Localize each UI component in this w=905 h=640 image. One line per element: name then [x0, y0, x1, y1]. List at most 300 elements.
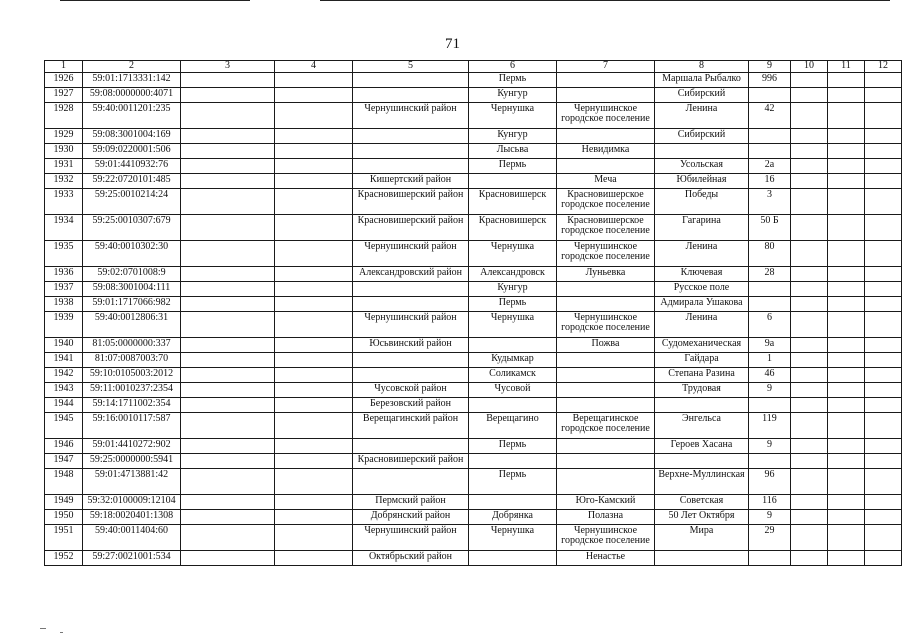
column-header: 10 — [791, 61, 828, 73]
table-cell-col-12 — [865, 312, 902, 338]
table-cell-col-2: 59:11:0010237:2354 — [83, 383, 181, 398]
table-cell-col-6: Пермь — [469, 439, 557, 454]
table-cell-col-3 — [181, 439, 275, 454]
table-cell-col-9 — [749, 282, 791, 297]
table-cell-col-3 — [181, 174, 275, 189]
table-cell-col-3 — [181, 282, 275, 297]
table-cell-col-1: 1943 — [45, 383, 83, 398]
table-cell-col-11 — [828, 267, 865, 282]
table-cell-col-12 — [865, 525, 902, 551]
table-cell-col-9: 6 — [749, 312, 791, 338]
table-cell-col-2: 59:25:0010214:24 — [83, 189, 181, 215]
table-row — [45, 129, 902, 144]
column-header: 1 — [45, 61, 83, 73]
table-cell-col-10 — [791, 174, 828, 189]
table-cell-col-11 — [828, 469, 865, 495]
table-cell-col-8: Русское поле — [655, 282, 749, 297]
table-cell-col-7: Меча — [557, 174, 655, 189]
table-cell-col-2: 59:25:0000000:5941 — [83, 454, 181, 469]
table-cell-col-1: 1949 — [45, 495, 83, 510]
table-cell-col-6: Верещагино — [469, 413, 557, 439]
table-cell-col-2: 59:18:0020401:1308 — [83, 510, 181, 525]
column-header: 11 — [828, 61, 865, 73]
table-cell-col-5 — [353, 469, 469, 495]
table-cell-col-4 — [275, 159, 353, 174]
table-row — [45, 144, 902, 159]
table-row — [45, 215, 902, 241]
table-cell-col-10 — [791, 73, 828, 88]
table-cell-col-5: Пермский район — [353, 495, 469, 510]
table-cell-col-10 — [791, 129, 828, 144]
table-cell-col-5 — [353, 159, 469, 174]
table-cell-col-9: 80 — [749, 241, 791, 267]
table-cell-col-4 — [275, 144, 353, 159]
table-cell-col-5 — [353, 73, 469, 88]
table-cell-col-9: 9 — [749, 510, 791, 525]
table-cell-col-7 — [557, 454, 655, 469]
table-cell-col-9 — [749, 144, 791, 159]
table-cell-col-4 — [275, 88, 353, 103]
table-cell-col-1: 1948 — [45, 469, 83, 495]
table-cell-col-12 — [865, 495, 902, 510]
table-cell-col-2: 59:01:1717066:982 — [83, 297, 181, 312]
table-cell-col-1: 1929 — [45, 129, 83, 144]
table-cell-col-6: Александровск — [469, 267, 557, 282]
table-row — [45, 312, 902, 338]
table-cell-col-11 — [828, 103, 865, 129]
table-cell-col-5: Чусовской район — [353, 383, 469, 398]
table-cell-col-12 — [865, 353, 902, 368]
table-row — [45, 241, 902, 267]
table-row — [45, 551, 902, 566]
table-cell-col-2: 59:32:0100009:12104 — [83, 495, 181, 510]
table-cell-col-4 — [275, 282, 353, 297]
table-cell-col-12 — [865, 174, 902, 189]
table-cell-col-12 — [865, 454, 902, 469]
table-cell-col-11 — [828, 88, 865, 103]
table-cell-col-4 — [275, 297, 353, 312]
table-cell-col-12 — [865, 73, 902, 88]
table-cell-col-1: 1942 — [45, 368, 83, 383]
table-cell-col-4 — [275, 189, 353, 215]
top-rule-left — [60, 0, 250, 1]
table-cell-col-4 — [275, 368, 353, 383]
table-cell-col-6: Пермь — [469, 297, 557, 312]
table-cell-col-4 — [275, 469, 353, 495]
table-cell-col-12 — [865, 368, 902, 383]
table-cell-col-9: 3 — [749, 189, 791, 215]
table-cell-col-9: 996 — [749, 73, 791, 88]
table-cell-col-12 — [865, 510, 902, 525]
table-cell-col-10 — [791, 383, 828, 398]
page-number: 71 — [445, 36, 460, 52]
table-cell-col-5: Красновишерский район — [353, 454, 469, 469]
table-cell-col-3 — [181, 454, 275, 469]
column-header: 12 — [865, 61, 902, 73]
table-cell-col-9 — [749, 398, 791, 413]
table-cell-col-10 — [791, 159, 828, 174]
table-cell-col-10 — [791, 312, 828, 338]
table-cell-col-12 — [865, 383, 902, 398]
table-cell-col-2: 59:01:1713331:142 — [83, 73, 181, 88]
table-cell-col-1: 1938 — [45, 297, 83, 312]
table-cell-col-5: Чернушинский район — [353, 103, 469, 129]
table-cell-col-1: 1947 — [45, 454, 83, 469]
table-cell-col-7: Невидимка — [557, 144, 655, 159]
scan-mark — [60, 632, 63, 633]
table-cell-col-1: 1941 — [45, 353, 83, 368]
table-cell-col-11 — [828, 144, 865, 159]
table-cell-col-4 — [275, 413, 353, 439]
table-cell-col-8: Гайдара — [655, 353, 749, 368]
table-cell-col-5: Верещагинский район — [353, 413, 469, 439]
table-cell-col-1: 1932 — [45, 174, 83, 189]
table-cell-col-7: Чернушинское городское поселение — [557, 241, 655, 267]
table-cell-col-3 — [181, 312, 275, 338]
table-cell-col-3 — [181, 189, 275, 215]
table-cell-col-7: Красновишерское городское поселение — [557, 215, 655, 241]
table-cell-col-5 — [353, 144, 469, 159]
table-cell-col-12 — [865, 103, 902, 129]
table-cell-col-5 — [353, 353, 469, 368]
table-row — [45, 189, 902, 215]
table-cell-col-10 — [791, 215, 828, 241]
table-cell-col-7: Красновишерское городское поселение — [557, 189, 655, 215]
table-cell-col-11 — [828, 174, 865, 189]
table-cell-col-5: Красновишерский район — [353, 189, 469, 215]
table-cell-col-9 — [749, 129, 791, 144]
table-cell-col-4 — [275, 495, 353, 510]
table-cell-col-2: 59:10:0105003:2012 — [83, 368, 181, 383]
table-cell-col-9: 1 — [749, 353, 791, 368]
table-cell-col-8: Мира — [655, 525, 749, 551]
table-cell-col-4 — [275, 525, 353, 551]
table-cell-col-5: Березовский район — [353, 398, 469, 413]
table-cell-col-1: 1928 — [45, 103, 83, 129]
table-cell-col-3 — [181, 551, 275, 566]
table-cell-col-8: Сибирский — [655, 129, 749, 144]
table-cell-col-8: Ключевая — [655, 267, 749, 282]
table-row — [45, 495, 902, 510]
table-cell-col-3 — [181, 297, 275, 312]
table-cell-col-8: Усольская — [655, 159, 749, 174]
table-cell-col-7 — [557, 129, 655, 144]
table-cell-col-10 — [791, 525, 828, 551]
table-cell-col-4 — [275, 174, 353, 189]
table-cell-col-8 — [655, 398, 749, 413]
table-cell-col-11 — [828, 353, 865, 368]
table-cell-col-7 — [557, 88, 655, 103]
table-cell-col-2: 59:25:0010307:679 — [83, 215, 181, 241]
table-cell-col-1: 1945 — [45, 413, 83, 439]
table-cell-col-12 — [865, 267, 902, 282]
table-cell-col-8: Героев Хасана — [655, 439, 749, 454]
table-cell-col-10 — [791, 241, 828, 267]
table-cell-col-5 — [353, 88, 469, 103]
table-cell-col-6: Лысьва — [469, 144, 557, 159]
table-cell-col-12 — [865, 398, 902, 413]
table-cell-col-2: 59:40:0010302:30 — [83, 241, 181, 267]
table-row — [45, 525, 902, 551]
table-cell-col-5 — [353, 368, 469, 383]
table-cell-col-5: Кишертский район — [353, 174, 469, 189]
table-cell-col-11 — [828, 241, 865, 267]
table-cell-col-8: Юбилейная — [655, 174, 749, 189]
table-cell-col-7 — [557, 368, 655, 383]
table-cell-col-6 — [469, 174, 557, 189]
table-cell-col-5 — [353, 297, 469, 312]
table-cell-col-3 — [181, 353, 275, 368]
table-cell-col-12 — [865, 297, 902, 312]
column-header: 7 — [557, 61, 655, 73]
table-cell-col-6: Пермь — [469, 159, 557, 174]
table-row — [45, 338, 902, 353]
table-cell-col-2: 59:01:4713881:42 — [83, 469, 181, 495]
table-cell-col-9 — [749, 297, 791, 312]
table-cell-col-1: 1937 — [45, 282, 83, 297]
table-cell-col-4 — [275, 73, 353, 88]
table-cell-col-11 — [828, 189, 865, 215]
table-cell-col-10 — [791, 510, 828, 525]
table-cell-col-4 — [275, 551, 353, 566]
table-cell-col-10 — [791, 495, 828, 510]
table-cell-col-3 — [181, 338, 275, 353]
table-cell-col-4 — [275, 510, 353, 525]
table-cell-col-12 — [865, 439, 902, 454]
header-row — [45, 61, 902, 73]
table-cell-col-9 — [749, 88, 791, 103]
table-cell-col-1: 1930 — [45, 144, 83, 159]
table-cell-col-10 — [791, 454, 828, 469]
table-cell-col-6: Пермь — [469, 73, 557, 88]
table-cell-col-5: Александровский район — [353, 267, 469, 282]
table-cell-col-5: Чернушинский район — [353, 312, 469, 338]
table-cell-col-3 — [181, 215, 275, 241]
table-cell-col-7: Чернушинское городское поселение — [557, 525, 655, 551]
table-cell-col-12 — [865, 88, 902, 103]
table-cell-col-4 — [275, 215, 353, 241]
table-cell-col-12 — [865, 189, 902, 215]
table-cell-col-2: 59:14:1711002:354 — [83, 398, 181, 413]
column-header: 4 — [275, 61, 353, 73]
table-cell-col-11 — [828, 383, 865, 398]
table-cell-col-1: 1935 — [45, 241, 83, 267]
table-cell-col-6: Красновишерск — [469, 189, 557, 215]
scan-mark — [40, 628, 46, 629]
table-cell-col-4 — [275, 241, 353, 267]
table-cell-col-9: 50 Б — [749, 215, 791, 241]
table-cell-col-9: 96 — [749, 469, 791, 495]
table-cell-col-11 — [828, 495, 865, 510]
table-row — [45, 159, 902, 174]
table-cell-col-6: Чернушка — [469, 241, 557, 267]
table-cell-col-8: Судомеханическая — [655, 338, 749, 353]
table-cell-col-1: 1946 — [45, 439, 83, 454]
table-cell-col-10 — [791, 353, 828, 368]
table-cell-col-3 — [181, 241, 275, 267]
table-cell-col-12 — [865, 469, 902, 495]
table-cell-col-3 — [181, 510, 275, 525]
table-cell-col-12 — [865, 282, 902, 297]
table-cell-col-11 — [828, 439, 865, 454]
table-cell-col-9: 9 — [749, 383, 791, 398]
table-row — [45, 103, 902, 129]
table-cell-col-9: 119 — [749, 413, 791, 439]
table-cell-col-11 — [828, 368, 865, 383]
table-cell-col-8 — [655, 551, 749, 566]
table-cell-col-4 — [275, 398, 353, 413]
table-cell-col-1: 1933 — [45, 189, 83, 215]
column-header: 2 — [83, 61, 181, 73]
table-cell-col-9: 16 — [749, 174, 791, 189]
table-cell-col-9: 28 — [749, 267, 791, 282]
table-cell-col-1: 1931 — [45, 159, 83, 174]
table-cell-col-11 — [828, 73, 865, 88]
table-cell-col-4 — [275, 383, 353, 398]
table-cell-col-2: 81:05:0000000:337 — [83, 338, 181, 353]
table-cell-col-11 — [828, 129, 865, 144]
table-cell-col-3 — [181, 398, 275, 413]
table-cell-col-6: Кудымкар — [469, 353, 557, 368]
table-cell-col-11 — [828, 282, 865, 297]
table-cell-col-7: Ненастье — [557, 551, 655, 566]
table-cell-col-6: Пермь — [469, 469, 557, 495]
table-cell-col-2: 59:08:3001004:169 — [83, 129, 181, 144]
table-cell-col-6: Соликамск — [469, 368, 557, 383]
table-cell-col-11 — [828, 551, 865, 566]
table-cell-col-4 — [275, 454, 353, 469]
table-cell-col-2: 59:40:0012806:31 — [83, 312, 181, 338]
table-cell-col-7 — [557, 353, 655, 368]
table-cell-col-3 — [181, 383, 275, 398]
table-cell-col-10 — [791, 282, 828, 297]
table-cell-col-8: Ленина — [655, 103, 749, 129]
table-cell-col-12 — [865, 551, 902, 566]
table-row — [45, 267, 902, 282]
table-cell-col-8: Советская — [655, 495, 749, 510]
table-row — [45, 398, 902, 413]
table-cell-col-11 — [828, 413, 865, 439]
table-cell-col-4 — [275, 267, 353, 282]
table-cell-col-12 — [865, 241, 902, 267]
table-cell-col-6: Чернушка — [469, 525, 557, 551]
table-cell-col-9: 46 — [749, 368, 791, 383]
table-cell-col-1: 1927 — [45, 88, 83, 103]
table-cell-col-3 — [181, 129, 275, 144]
table-row — [45, 73, 902, 88]
table-cell-col-7 — [557, 439, 655, 454]
table-cell-col-2: 59:27:0021001:534 — [83, 551, 181, 566]
table-cell-col-5 — [353, 282, 469, 297]
table-cell-col-8 — [655, 144, 749, 159]
table-cell-col-4 — [275, 129, 353, 144]
table-cell-col-4 — [275, 338, 353, 353]
table-body — [45, 73, 902, 566]
table-cell-col-1: 1934 — [45, 215, 83, 241]
table-cell-col-12 — [865, 338, 902, 353]
table-cell-col-12 — [865, 144, 902, 159]
table-cell-col-3 — [181, 413, 275, 439]
table-cell-col-7 — [557, 297, 655, 312]
table-cell-col-11 — [828, 454, 865, 469]
table-cell-col-6: Чусовой — [469, 383, 557, 398]
table-cell-col-5: Чернушинский район — [353, 525, 469, 551]
table-cell-col-5: Октябрьский район — [353, 551, 469, 566]
table-cell-col-1: 1950 — [45, 510, 83, 525]
table-cell-col-10 — [791, 144, 828, 159]
table-cell-col-8 — [655, 454, 749, 469]
table-cell-col-2: 59:08:0000000:4071 — [83, 88, 181, 103]
table-cell-col-8: Энгельса — [655, 413, 749, 439]
table-cell-col-8: Степана Разина — [655, 368, 749, 383]
column-header: 3 — [181, 61, 275, 73]
table-cell-col-11 — [828, 398, 865, 413]
table-cell-col-6 — [469, 454, 557, 469]
table-cell-col-11 — [828, 297, 865, 312]
table-cell-col-6: Кунгур — [469, 282, 557, 297]
table-cell-col-6: Добрянка — [469, 510, 557, 525]
table-cell-col-2: 59:02:0701008:9 — [83, 267, 181, 282]
table-cell-col-1: 1952 — [45, 551, 83, 566]
table-cell-col-7: Пожва — [557, 338, 655, 353]
column-header: 6 — [469, 61, 557, 73]
table-cell-col-6 — [469, 398, 557, 413]
table-cell-col-8: Сибирский — [655, 88, 749, 103]
table-cell-col-1: 1936 — [45, 267, 83, 282]
column-header: 8 — [655, 61, 749, 73]
table-cell-col-7 — [557, 159, 655, 174]
table-cell-col-9: 42 — [749, 103, 791, 129]
table-cell-col-2: 81:07:0087003:70 — [83, 353, 181, 368]
table-cell-col-9: 9 — [749, 439, 791, 454]
table-cell-col-1: 1944 — [45, 398, 83, 413]
table-cell-col-2: 59:01:4410932:76 — [83, 159, 181, 174]
table-cell-col-6 — [469, 495, 557, 510]
table-cell-col-7: Полазна — [557, 510, 655, 525]
table-cell-col-10 — [791, 297, 828, 312]
table-cell-col-8: Адмирала Ушакова — [655, 297, 749, 312]
table-cell-col-6: Кунгур — [469, 129, 557, 144]
table-cell-col-3 — [181, 88, 275, 103]
table-cell-col-5 — [353, 129, 469, 144]
table-cell-col-3 — [181, 73, 275, 88]
registry-table — [44, 60, 902, 566]
table-cell-col-8: Трудовая — [655, 383, 749, 398]
table-cell-col-3 — [181, 267, 275, 282]
table-cell-col-8: Ленина — [655, 241, 749, 267]
table-row — [45, 439, 902, 454]
table-cell-col-11 — [828, 312, 865, 338]
table-cell-col-2: 59:16:0010117:587 — [83, 413, 181, 439]
table-cell-col-7 — [557, 383, 655, 398]
table-cell-col-7: Чернушинское городское поселение — [557, 103, 655, 129]
table-cell-col-3 — [181, 495, 275, 510]
table-cell-col-8: Ленина — [655, 312, 749, 338]
table-cell-col-12 — [865, 129, 902, 144]
table-cell-col-5: Добрянский район — [353, 510, 469, 525]
table-cell-col-5: Юсьвинский район — [353, 338, 469, 353]
table-cell-col-7: Луньевка — [557, 267, 655, 282]
table-cell-col-4 — [275, 312, 353, 338]
table-row — [45, 454, 902, 469]
table-row — [45, 510, 902, 525]
table-cell-col-11 — [828, 525, 865, 551]
table-cell-col-11 — [828, 510, 865, 525]
table-cell-col-8: Маршала Рыбалко — [655, 73, 749, 88]
table-cell-col-9 — [749, 551, 791, 566]
table-cell-col-10 — [791, 88, 828, 103]
top-rule-right — [320, 0, 890, 1]
